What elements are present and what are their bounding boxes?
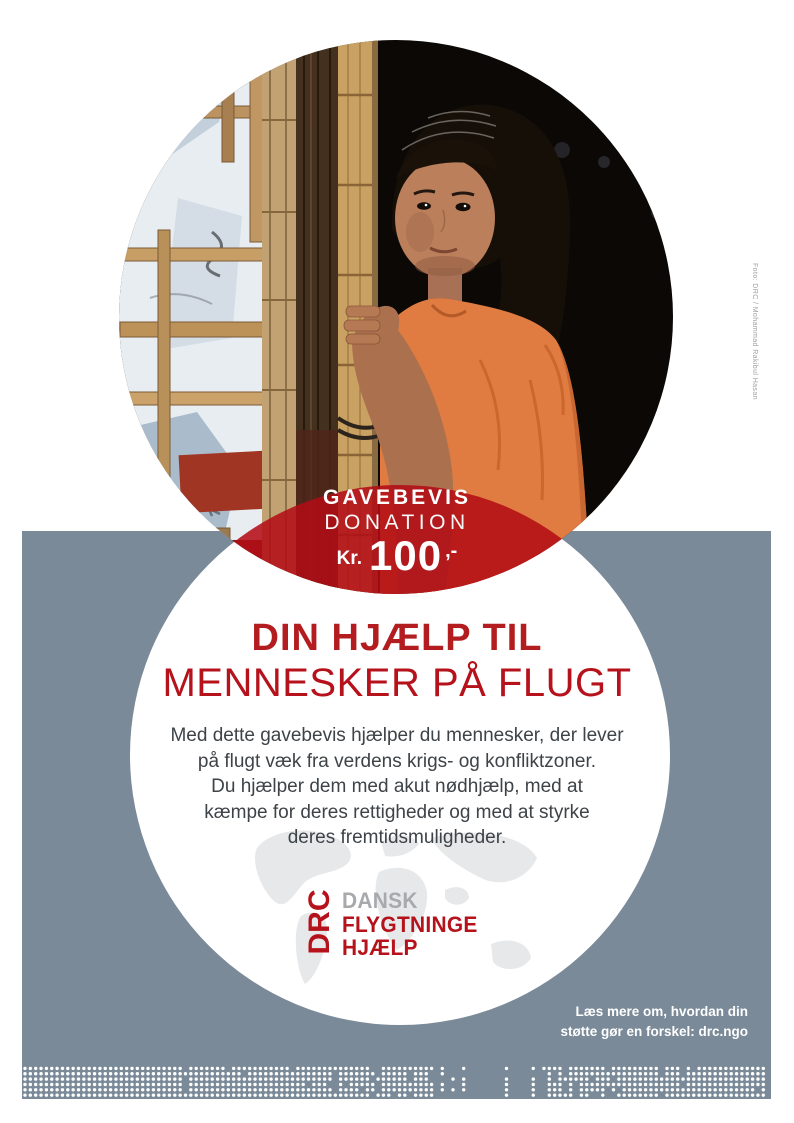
headline-line2: MENNESKER PÅ FLUGT [162, 661, 632, 705]
body-copy [157, 723, 637, 851]
body-line: på flugt væk fra verdens krigs- og konfliktzoner. [197, 750, 597, 772]
drc-logo-word-dansk: DANSK [342, 888, 418, 913]
drc-logo [303, 884, 523, 964]
drc-logo-abbr: DRC [303, 889, 336, 955]
badge-amount-suffix: ,- [445, 540, 458, 562]
drc-ngo-link[interactable]: drc.ngo [698, 1024, 748, 1039]
footer-line2 [560, 1022, 748, 1042]
body-line: kæmpe for deres rettigheder og med at styrke [204, 801, 590, 823]
badge-amount: 100 [369, 532, 443, 579]
footer-line2-text: støtte gør en forskel: [560, 1024, 699, 1039]
photo-credit: Foto: DRC / Mohammad Rakibul Hasan [751, 263, 758, 400]
halftone-dots-band [22, 1065, 771, 1099]
body-line: Med dette gavebevis hjælper du mennesker, der lever [170, 725, 624, 746]
body-line: deres fremtidsmuligheder. [287, 827, 507, 848]
badge-currency: Kr. [336, 548, 363, 569]
footer-line1: Læs mere om, hvordan din [575, 1004, 748, 1019]
badge-title: GAVEBEVIS [323, 486, 471, 509]
footer-note [560, 1002, 748, 1042]
badge-subtitle: DONATION [324, 511, 470, 534]
drc-logo-word-hjaelp: HJÆLP [342, 935, 418, 960]
body-line: Du hjælper dem med akut nødhjælp, med at [211, 776, 583, 797]
drc-logo-words [342, 889, 478, 960]
drc-logo-word-flygtninge: FLYGTNINGE [342, 911, 478, 937]
badge-price [0, 534, 794, 588]
donation-badge [0, 487, 794, 588]
headline-line1: DIN HJÆLP TIL [251, 617, 543, 659]
